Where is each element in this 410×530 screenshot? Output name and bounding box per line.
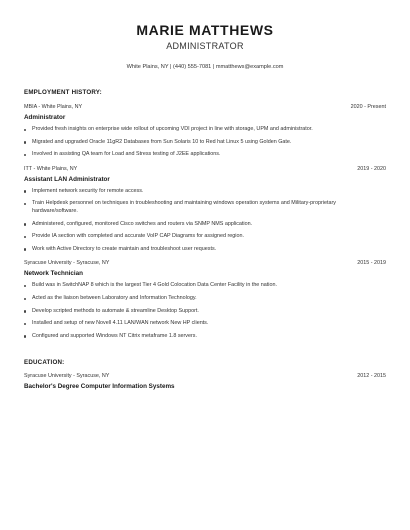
bullet-item <box>24 151 386 159</box>
education-heading: EDUCATION: <box>24 359 65 367</box>
bullet-text: Configured and supported Windows NT Citrix metaframe 1.8 servers. <box>32 332 197 339</box>
bullet-text: Involved in assisting QA team for Load and Stress testing of J2EE applications. <box>32 151 221 158</box>
job-bullets <box>24 188 386 254</box>
job-employer: ITT - White Plains, NY <box>24 165 78 172</box>
job-entry <box>24 103 386 159</box>
bullet-item <box>24 139 386 147</box>
bullet-item <box>24 295 386 303</box>
job-title: Assistant LAN Administrator <box>24 175 110 183</box>
job-bullets <box>24 126 386 159</box>
bullet-dot-icon <box>24 154 26 156</box>
bullet-item <box>24 308 386 316</box>
bullet-item <box>24 282 386 290</box>
bullet-dot-icon <box>24 310 26 312</box>
job-employer: MBIA - White Plains, NY <box>24 104 83 110</box>
job-entry <box>24 165 386 254</box>
bullet-text: Acted as the liaison between Laboratory and Information Technology. <box>32 294 197 301</box>
bullet-text: Provide IA section with completed and accurate VoIP CAP Diagrams for assigned region. <box>32 233 244 240</box>
bullet-text: Provided fresh insights on enterprise wide rollout of upcoming VDI project in line with storage, UPM and administrator. <box>32 126 313 132</box>
bullet-dot-icon <box>24 298 26 300</box>
bullet-text: Migrated and upgraded Oracle 11gR2 Databases from Sun Solaris 10 to Red hat Linux 5 using Golden Gate. <box>32 138 292 145</box>
bullet-dot-icon <box>24 323 26 325</box>
bullet-text: Implement network security for remote access. <box>32 187 144 194</box>
contact-line: White Plains, NY | (440) 555-7081 | mmatthews@example.com <box>126 64 284 70</box>
bullet-item <box>24 333 386 341</box>
bullet-item <box>24 320 386 328</box>
bullet-dot-icon <box>24 203 26 205</box>
job-bullets <box>24 282 386 340</box>
education-section <box>24 358 386 391</box>
bullet-dot-icon <box>24 248 26 250</box>
bullet-item <box>24 126 386 134</box>
candidate-name: MARIE MATTHEWS <box>136 22 274 38</box>
bullet-dot-icon <box>24 223 26 225</box>
bullet-item <box>24 233 386 241</box>
bullet-text: Develop scripted methods to automate & streamline Desktop Support. <box>32 307 199 314</box>
bullet-text: Work with Active Directory to create maintain and troubleshoot user requests. <box>32 245 217 252</box>
bullet-item <box>24 246 386 254</box>
job-entry <box>24 259 386 340</box>
job-dates: 2019 - 2020 <box>357 165 386 172</box>
bullet-text: Train Helpdesk personnel on techniques in troubleshooting and maintaining windows operation systems and Military-proprietary hardware/software. <box>32 200 336 214</box>
resume-header <box>24 0 386 71</box>
job-title: Administrator <box>24 114 66 121</box>
bullet-dot-icon <box>24 141 26 143</box>
job-employer: Syracuse University - Syracuse, NY <box>24 260 110 267</box>
bullet-item <box>24 188 386 196</box>
bullet-text: Installed and setup of new Novell 4.11 LAN/WAN network New HP clients. <box>32 320 209 327</box>
bullet-item <box>24 221 386 229</box>
candidate-role: ADMINISTRATOR <box>166 41 244 51</box>
bullet-text: Administered, configured, monitored Cisco switches and routers via SNMP NMS application. <box>32 220 253 227</box>
education-school: Syracuse University - Syracuse, NY <box>24 373 110 380</box>
bullet-dot-icon <box>24 335 26 337</box>
education-degree: Bachelor's Degree Computer Information Systems <box>24 383 175 391</box>
job-title: Network Technician <box>24 270 84 278</box>
job-dates: 2020 - Present <box>350 104 386 110</box>
employment-heading: EMPLOYMENT HISTORY: <box>24 89 102 96</box>
bullet-item <box>24 200 386 215</box>
job-dates: 2015 - 2019 <box>357 260 386 267</box>
bullet-dot-icon <box>24 129 26 131</box>
bullet-dot-icon <box>24 285 26 287</box>
bullet-text: Build was in SwitchNAP 8 which is the largest Tier 4 Gold Colocation Data Center Facility in the nation. <box>32 282 277 289</box>
education-dates: 2012 - 2015 <box>357 373 386 380</box>
education-entry <box>24 372 386 391</box>
bullet-dot-icon <box>24 236 26 238</box>
bullet-dot-icon <box>24 190 26 192</box>
employment-section <box>24 88 386 340</box>
